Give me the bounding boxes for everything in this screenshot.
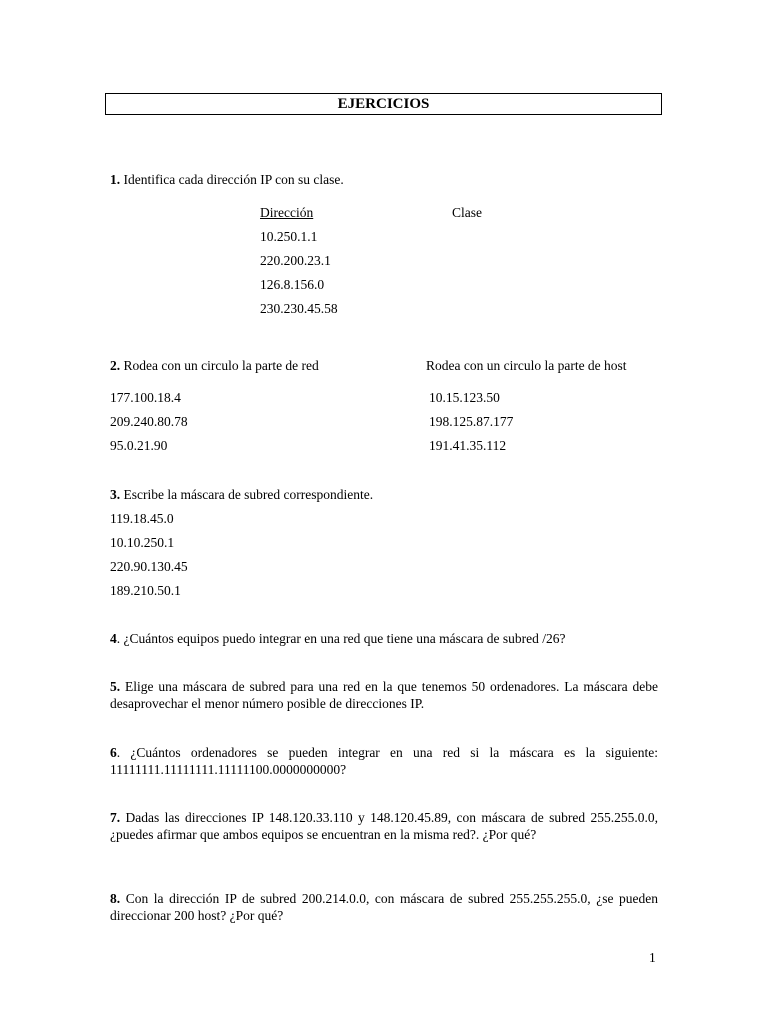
question-number: 3. (110, 487, 121, 502)
column-header-clase: Clase (452, 205, 482, 220)
question-1 (110, 171, 344, 188)
question-number: 6 (110, 745, 117, 760)
question-number: 7. (110, 810, 121, 825)
list-item: 126.8.156.0 (260, 277, 325, 292)
question-text: Rodea con un circulo la parte de red (120, 358, 319, 373)
list-item: 10.10.250.1 (110, 535, 175, 550)
question-text-right: Rodea con un circulo la parte de host (426, 358, 627, 373)
list-item: 209.240.80.78 (110, 414, 188, 429)
question-4 (110, 630, 565, 647)
table-header (260, 204, 487, 221)
list-item: 119.18.45.0 (110, 511, 174, 526)
question-text: Escribe la máscara de subred correspondiente. (120, 487, 374, 502)
list-item: 220.90.130.45 (110, 559, 188, 574)
list-item: 10.250.1.1 (260, 229, 318, 244)
list-item: 220.200.23.1 (260, 253, 331, 268)
question-6 (110, 744, 658, 778)
page-number: 1 (649, 950, 656, 965)
question-text: Dadas las direcciones IP 148.120.33.110 y 148.120.45.89, con máscara de subred 255.255.0.0, ¿puedes afirmar que ambos equipos se encuentran en la misma red?. ¿Por qué? (110, 810, 658, 842)
list-item: 198.125.87.177 (429, 414, 514, 429)
page-title: EJERCICIOS (105, 93, 662, 115)
question-7 (110, 809, 658, 843)
question-number: 8. (110, 891, 121, 906)
question-text: Identifica cada dirección IP con su clase. (120, 172, 344, 187)
question-text: Con la dirección IP de subred 200.214.0.0, con máscara de subred 255.255.255.0, ¿se pueden direccionar 200 host? ¿Por qué? (110, 891, 658, 923)
list-item: 177.100.18.4 (110, 390, 181, 405)
question-text: Elige una máscara de subred para una red en la que tenemos 50 ordenadores. La máscara debe desaprovechar el menor número posible de direcciones IP. (110, 679, 658, 711)
question-5 (110, 678, 658, 712)
question-2 (110, 357, 319, 374)
question-number: 1. (110, 172, 121, 187)
list-item: 95.0.21.90 (110, 438, 168, 453)
question-number: 4 (110, 631, 117, 646)
list-item: 189.210.50.1 (110, 583, 181, 598)
column-header-direccion: Dirección (260, 205, 314, 220)
question-text: . ¿Cuántos ordenadores se pueden integrar en una red si la máscara es la siguiente: 11111111.11111111.11111100.0000000000? (110, 745, 658, 777)
question-number: 5. (110, 679, 121, 694)
list-item: 191.41.35.112 (429, 438, 507, 453)
question-text: . ¿Cuántos equipos puedo integrar en una red que tiene una máscara de subred /26? (116, 631, 566, 646)
question-3 (110, 486, 373, 503)
list-item: 10.15.123.50 (429, 390, 500, 405)
question-number: 2. (110, 358, 121, 373)
question-8 (110, 890, 658, 924)
list-item: 230.230.45.58 (260, 301, 338, 316)
